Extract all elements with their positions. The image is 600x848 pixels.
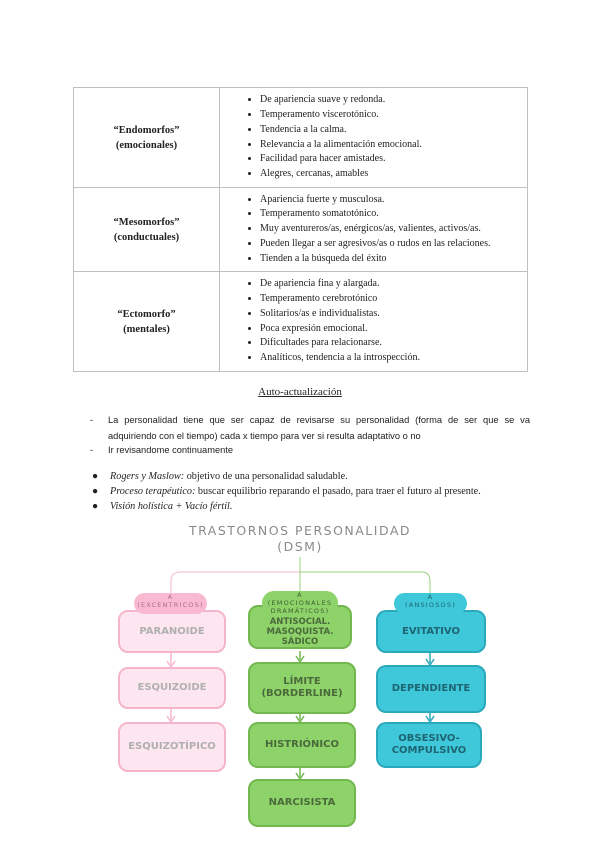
bullet-text: buscar equilibrio reparando el pasado, para traer el futuro al presente.	[195, 486, 481, 497]
trait-item: • Poca expresión emocional.	[260, 322, 523, 337]
trait-item: • Muy aventureros/as, enérgicos/as, valientes, activos/as.	[260, 222, 523, 237]
bullet-marker: ●	[92, 486, 99, 497]
cluster-c-item-dependiente: DEPENDIENTE	[376, 665, 486, 713]
cluster-b-item-antisocial: ANTISOCIAL. MASOQUISTA. SÁDICO	[248, 605, 352, 649]
dash-text: La personalidad tiene que ser capaz de revisarse su personalidad (forma de ser que se va adquiriendo con el tiempo) cada x tiempo para ver si resulta adaptativo o no	[108, 415, 530, 441]
cluster-b-item-histrionico: HISTRIÓNICO	[248, 722, 356, 768]
type-subtitle: (conductuales)	[113, 231, 180, 243]
diagram-title: TRASTORNOS PERSONALIDAD	[188, 523, 412, 538]
cluster-c-item-evitativo: EVITATIVO	[376, 610, 486, 653]
cluster-a-item-paranoide: PARANOIDE	[118, 610, 226, 653]
type-name: “Mesomorfos”	[113, 216, 180, 228]
bullet-marker: ●	[92, 501, 99, 512]
trait-item: • Tienden a la búsqueda del éxito	[260, 252, 523, 267]
cluster-a-item-esquizotipico: ESQUIZOTÍPICO	[118, 722, 226, 772]
trait-item: • Temperamento viscerotónico.	[260, 108, 523, 123]
dash-marker: -	[90, 415, 94, 425]
cluster-b-item-limite: LÍMITE (BORDERLINE)	[248, 662, 356, 714]
section-title: Auto-actualización	[258, 386, 342, 398]
trait-item: • Facilidad para hacer amistades.	[260, 152, 523, 167]
diagram-subtitle: (DSM)	[277, 539, 323, 554]
type-subtitle: (mentales)	[123, 323, 170, 335]
trait-item: • Pueden llegar a ser agresivos/as o rudos en las relaciones.	[260, 237, 523, 252]
type-subtitle: (emocionales)	[115, 139, 178, 151]
bullet-emphasis: Visión holística + Vacío fértil.	[110, 501, 233, 512]
trait-item: • Apariencia fuerte y musculosa.	[260, 193, 523, 208]
cluster-b-item-narcisista: NARCISISTA	[248, 779, 356, 827]
type-name: “Ectomorfo”	[117, 308, 176, 320]
trait-item: • Temperamento cerebrotónico	[260, 292, 523, 307]
cluster-b-label: A (EMOCIONALES DRAMÁTICOS)	[262, 591, 338, 615]
bullet-emphasis: Rogers y Maslow:	[110, 471, 185, 482]
type-name: “Endomorfos”	[113, 124, 180, 136]
cluster-c-label: A (ANSIOSOS)	[394, 593, 467, 614]
trait-item: • De apariencia suave y redonda.	[260, 93, 523, 108]
trait-item: • Solitarios/as e individualistas.	[260, 307, 523, 322]
trait-item: • Tendencia a la calma.	[260, 123, 523, 138]
trait-item: • Analíticos, tendencia a la introspección.	[260, 351, 523, 366]
trait-item: • Dificultades para relacionarse.	[260, 336, 523, 351]
trait-item: • Alegres, cercanas, amables	[260, 167, 523, 182]
cluster-a-label: A (EXCENTRICOS)	[134, 593, 207, 614]
cluster-a-item-esquizoide: ESQUIZOIDE	[118, 667, 226, 709]
dash-text: Ir revisandome continuamente	[108, 445, 234, 455]
bullet-marker: ●	[92, 471, 99, 482]
cluster-c-item-obsesivo: OBSESIVO-COMPULSIVO	[376, 722, 482, 768]
trait-item: • De apariencia fina y alargada.	[260, 277, 523, 292]
trait-item: • Relevancia a la alimentación emocional.	[260, 138, 523, 153]
trait-item: • Temperamento somatotónico.	[260, 207, 523, 222]
bullet-text: objetivo de una personalidad saludable.	[184, 471, 348, 482]
bullet-emphasis: Proceso terapéutico:	[110, 486, 196, 497]
dash-marker: -	[90, 445, 94, 455]
